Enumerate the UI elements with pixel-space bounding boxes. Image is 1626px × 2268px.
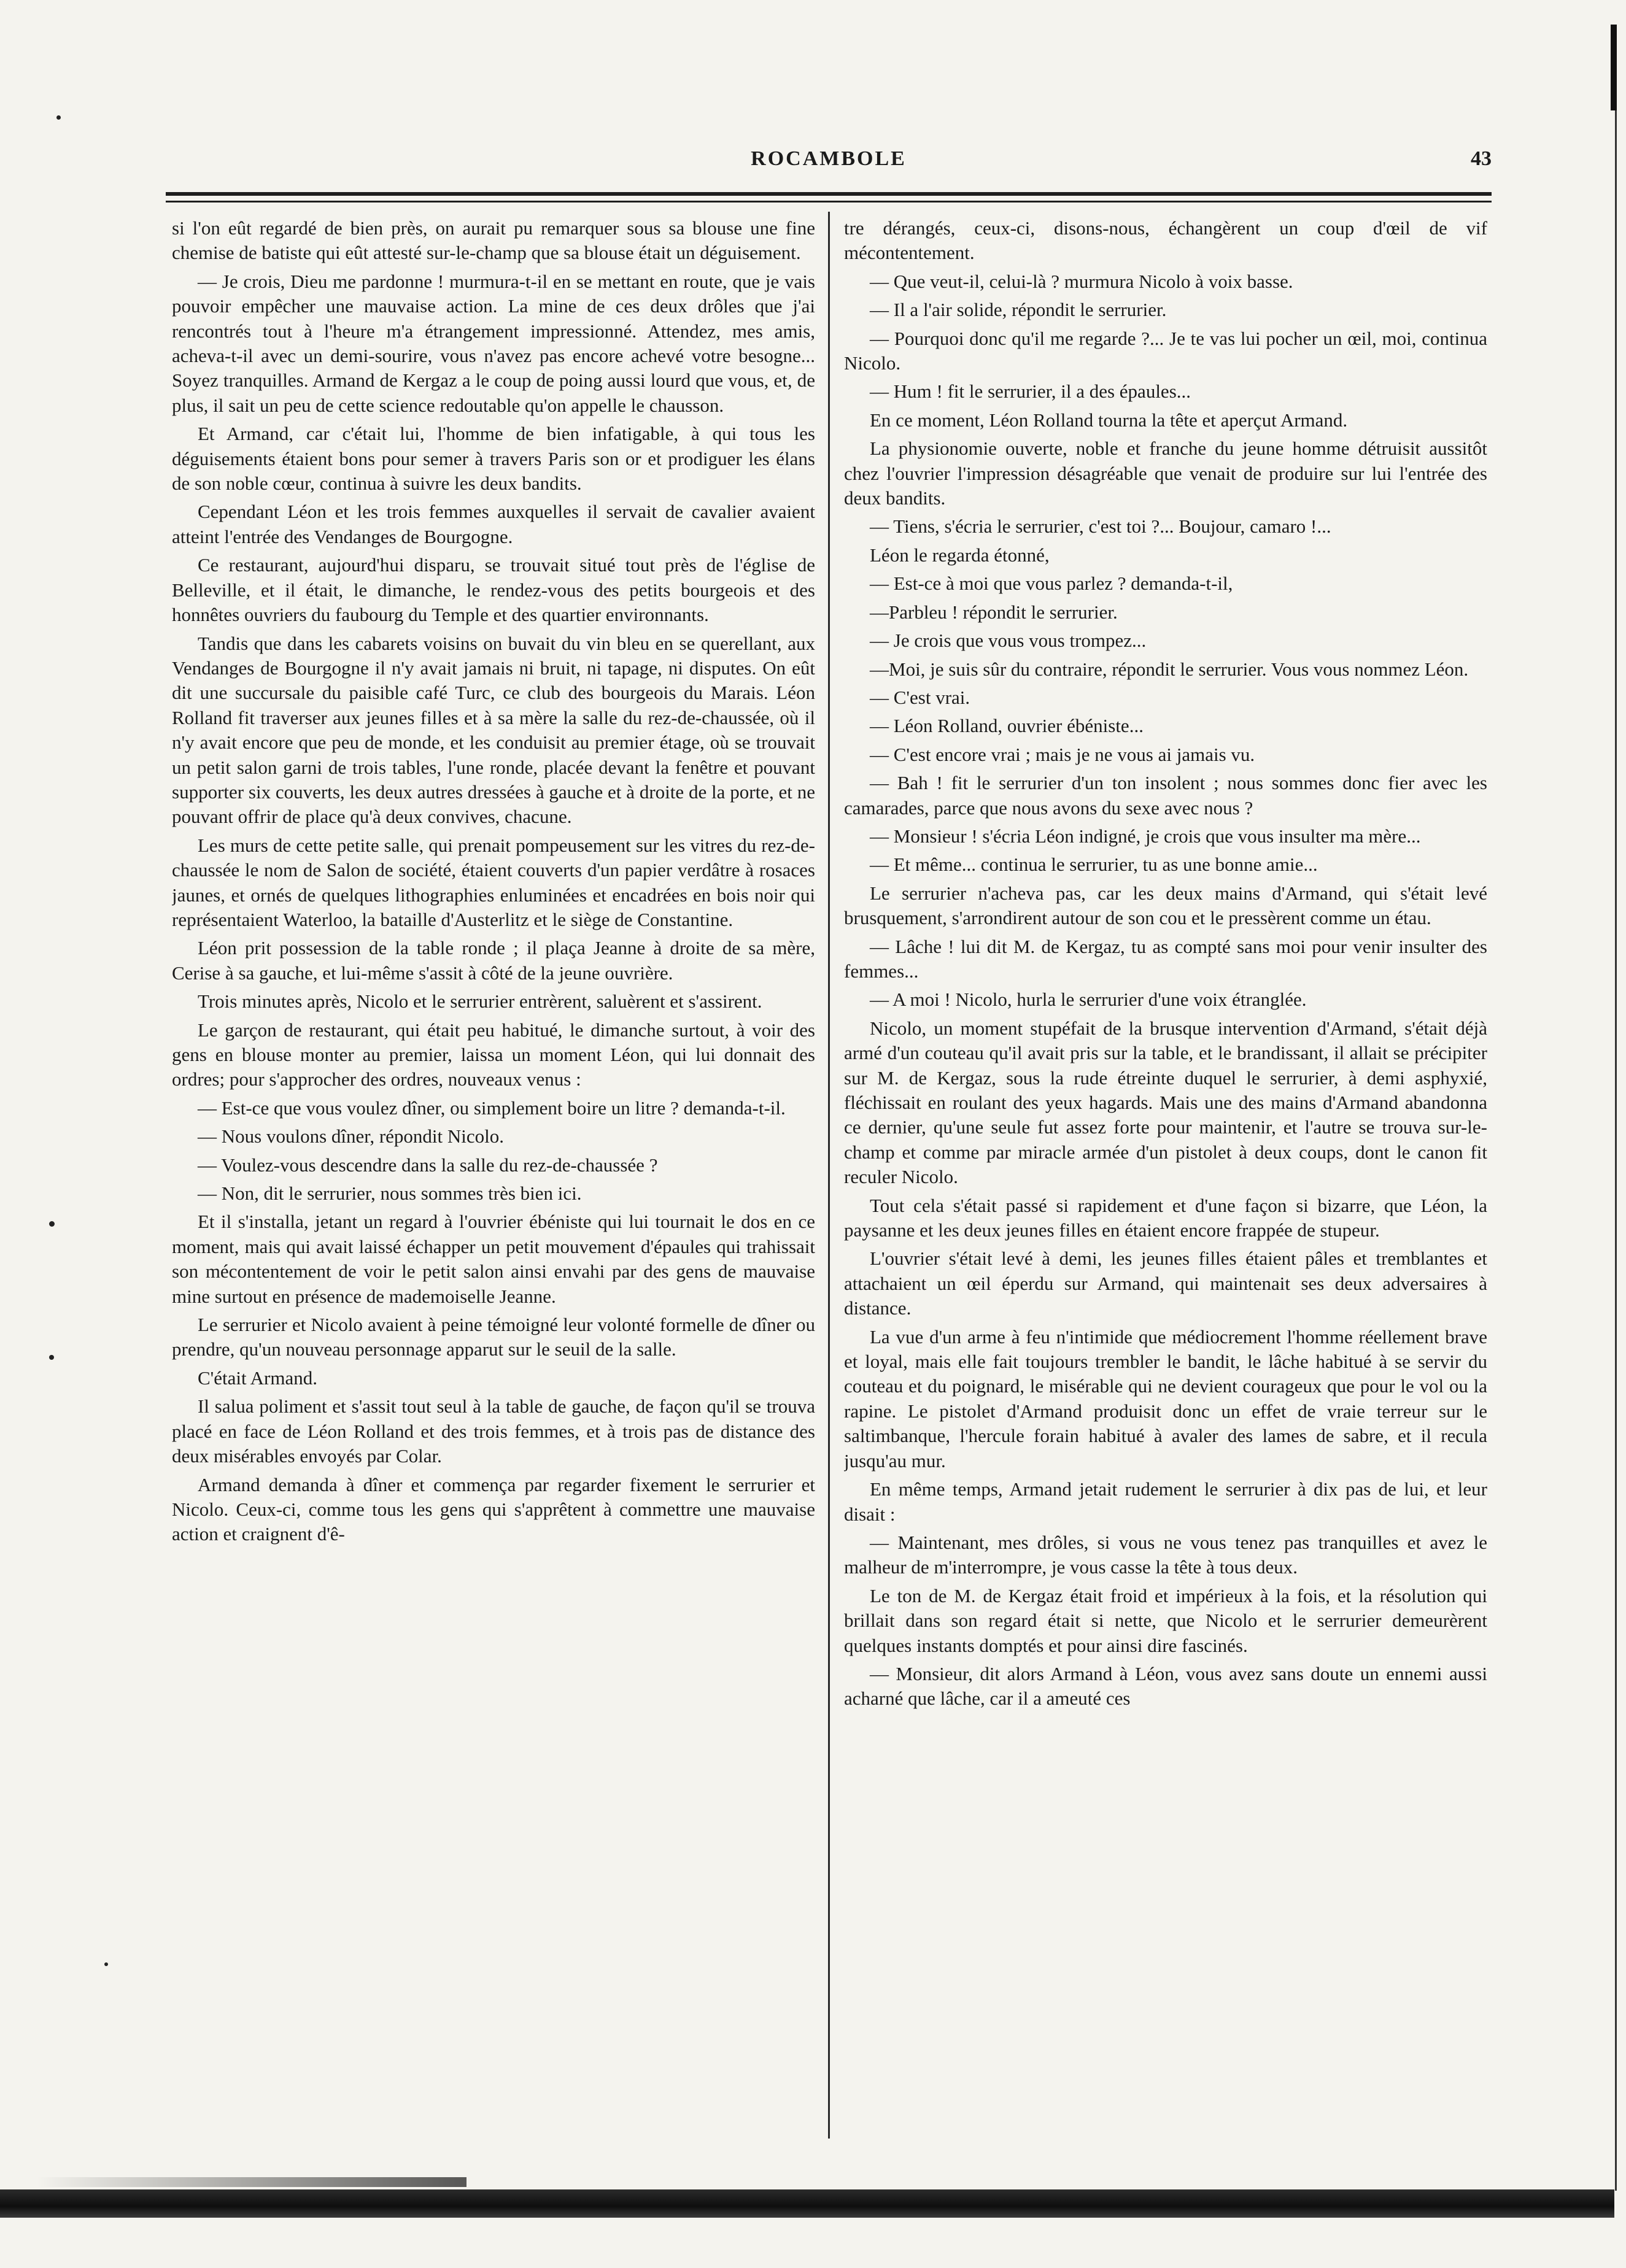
page-header xyxy=(166,142,1492,179)
paragraph: — Pourquoi donc qu'il me regarde ?... Je te vas lui pocher un œil, moi, continua Nicolo. xyxy=(844,327,1487,374)
paragraph: Léon prit possession de la table ronde ; il plaça Jeanne à droite de sa mère, Cerise à sa gauche, et lui-même s'assit à côté de la jeune ouvrière. xyxy=(172,937,815,984)
paragraph: — Tiens, s'écria le serrurier, c'est toi ?... Boujour, camaro !... xyxy=(870,515,1331,538)
paragraph: Léon le regarda étonné, xyxy=(870,544,1050,566)
paragraph: Il salua poliment et s'assit tout seul à la table de gauche, de façon qu'il se trouva placé en face de Léon Rolland et des trois femmes, et à trois pas de distance des deux misérables envoyés par Colar. xyxy=(172,1395,815,1467)
paragraph: — Hum ! fit le serrurier, il a des épaules... xyxy=(870,380,1191,403)
scan-speck xyxy=(49,1355,54,1360)
paragraph: —Moi, je suis sûr du contraire, répondit le serrurier. Vous vous nommez Léon. xyxy=(870,658,1469,680)
scan-artifact xyxy=(37,2177,467,2187)
paragraph: — Que veut-il, celui-là ? murmura Nicolo à voix basse. xyxy=(870,270,1293,292)
paragraph: —Parbleu ! répondit le serrurier. xyxy=(870,601,1118,623)
paragraph: Et Armand, car c'était lui, l'homme de bien infatigable, à qui tous les déguisements étaient bons pour semer à travers Paris son or et prodiguer les élans de son noble cœur, continua à suivre les deux bandits. xyxy=(172,423,815,495)
scan-edge-mark xyxy=(1611,25,1617,110)
header-rule-thick xyxy=(166,192,1492,196)
paragraph: — Il a l'air solide, répondit le serrurier. xyxy=(870,299,1167,321)
column-divider xyxy=(828,212,830,2139)
paragraph: — Maintenant, mes drôles, si vous ne vous tenez pas tranquilles et avez le malheur de m'interrompre, je vous casse la tête à tous deux. xyxy=(844,1531,1487,1578)
paragraph: — Monsieur ! s'écria Léon indigné, je crois que vous insulter ma mère... xyxy=(870,825,1421,847)
left-column xyxy=(172,216,815,2131)
paragraph: Et il s'installa, jetant un regard à l'ouvrier ébéniste qui lui tournait le dos en ce moment, mais qui avait laissé échapper un petit mouvement d'épaules qui trahissait son mécontentement de voir le petit salon ainsi envahi par des gens de mauvaise mine surtout en présence de mademoiselle Jeanne. xyxy=(172,1211,815,1307)
paragraph: C'était Armand. xyxy=(198,1367,317,1389)
scan-speck xyxy=(49,1221,55,1227)
running-title: ROCAMBOLE xyxy=(751,147,907,170)
paragraph: — A moi ! Nicolo, hurla le serrurier d'une voix étranglée. xyxy=(870,989,1307,1011)
scan-speck xyxy=(104,1962,108,1966)
paragraph: — C'est vrai. xyxy=(870,686,970,708)
paragraph: La vue d'un arme à feu n'intimide que médiocrement l'homme réellement brave et loyal, mais elle fait toujours trembler le bandit, le lâche habitué à se servir du couteau et du poignard, le misérable qui ne devient courageux que pour le vol ou la rapine. Le pistolet d'Armand produisit donc un effet de vraie terreur sur le saltimbanque, l'hercule forain habitué à avaler des lames de sabre, et il recula jusqu'au mur. xyxy=(844,1325,1487,1472)
paragraph: — Voulez-vous descendre dans la salle du rez-de-chaussée ? xyxy=(198,1154,658,1176)
paragraph: — Non, dit le serrurier, nous sommes très bien ici. xyxy=(198,1182,582,1205)
scan-speck xyxy=(56,115,61,120)
scan-edge-line xyxy=(1615,110,1617,2191)
paragraph: La physionomie ouverte, noble et franche du jeune homme détruisit aussitôt chez l'ouvrier l'impression désagréable que venait de produire sur lui l'entrée des deux bandits. xyxy=(844,438,1487,509)
paragraph: Le garçon de restaurant, qui était peu habitué, le dimanche surtout, à voir des gens en blouse monter au premier, laissa un moment Léon, qui lui donnait des ordres; pour s'approcher des ordres, nouveaux venus : xyxy=(172,1019,815,1090)
paragraph: L'ouvrier s'était levé à demi, les jeunes filles étaient pâles et tremblantes et attachaient un œil éperdu sur Armand, qui maintenait ses deux adversaires à distance. xyxy=(844,1248,1487,1319)
paragraph: — Et même... continua le serrurier, tu as une bonne amie... xyxy=(870,854,1318,876)
paragraph: Le serrurier n'acheva pas, car les deux mains d'Armand, qui s'était levé brusquement, s'arrondirent autour de son cou et le pressèrent comme un étau. xyxy=(844,882,1487,929)
paragraph: Le serrurier et Nicolo avaient à peine témoigné leur volonté formelle de dîner ou prendre, qu'un nouveau personnage apparut sur le seuil de la salle. xyxy=(172,1314,815,1360)
paragraph: — Est-ce que vous voulez dîner, ou simplement boire un litre ? demanda-t-il. xyxy=(198,1097,786,1119)
paragraph: En ce moment, Léon Rolland tourna la tête et aperçut Armand. xyxy=(870,409,1348,431)
page-number: 43 xyxy=(1471,147,1492,170)
paragraph: En même temps, Armand jetait rudement le serrurier à dix pas de lui, et leur disait : xyxy=(844,1478,1487,1525)
paragraph: Le ton de M. de Kergaz était froid et impérieux à la fois, et la résolution qui brillait dans son regard était si nette, que Nicolo et le serrurier demeurèrent quelques instants domptés et pour ainsi dire fascinés. xyxy=(844,1584,1487,1656)
paragraph: — Monsieur, dit alors Armand à Léon, vous avez sans doute un ennemi aussi acharné que lâche, car il a ameuté ces xyxy=(844,1662,1487,1710)
paragraph: — Léon Rolland, ouvrier ébéniste... xyxy=(870,715,1144,737)
paragraph: — Je crois, Dieu me pardonne ! murmura-t-il en se mettant en route, que je vais pouvoir empêcher une mauvaise action. La mine de ces deux drôles que j'ai rencontrés tout à l'heure m'a étrangement impressionné. Attendez, mes amis, acheva-t-il avec un demi-sourire, vous n'avez pas encore achevé votre besogne... Soyez tranquilles. Armand de Kergaz a le coup de poing aussi lourd que vous, et, de plus, il sait un peu de cette science redoutable qu'on appelle le chausson. xyxy=(172,270,815,416)
paragraph: — Bah ! fit le serrurier d'un ton insolent ; nous sommes donc fier avec les camarades, parce que nous avons du sexe avec nous ? xyxy=(844,772,1487,819)
paragraph: — Je crois que vous vous trompez... xyxy=(870,630,1147,652)
scan-bottom-edge xyxy=(0,2189,1614,2218)
paragraph: Cependant Léon et les trois femmes auxquelles il servait de cavalier avaient atteint l'entrée des Vendanges de Bourgogne. xyxy=(172,501,815,547)
paragraph: Ce restaurant, aujourd'hui disparu, se trouvait situé tout près de l'église de Belleville, et il était, le dimanche, le rendez-vous des petits bourgeois et des honnêtes ouvriers du faubourg du Temple et des quartier environnants. xyxy=(172,554,815,626)
paragraph: Trois minutes après, Nicolo et le serrurier entrèrent, saluèrent et s'assirent. xyxy=(198,990,762,1012)
paragraph: si l'on eût regardé de bien près, on aurait pu remarquer sous sa blouse une fine chemise de batiste qui eût attesté sur-le-champ que sa blouse était un déguisement. xyxy=(172,217,815,264)
header-rule-thin xyxy=(166,201,1492,202)
right-column xyxy=(844,216,1487,2131)
paragraph: Armand demanda à dîner et commença par regarder fixement le serrurier et Nicolo. Ceux-ci, comme tous les gens qui s'apprêtent à commettre une mauvaise action et craignent d'ê- xyxy=(172,1473,815,1545)
paragraph: tre dérangés, ceux-ci, disons-nous, échangèrent un coup d'œil de vif mécontentement. xyxy=(844,217,1487,264)
paragraph: Tandis que dans les cabarets voisins on buvait du vin bleu en se querellant, aux Vendanges de Bourgogne il n'y avait jamais ni bruit, ni tapage, ni disputes. On eût dit une succursale du paisible café Turc, ce club des bourgeois du Marais. Léon Rolland fit traverser aux jeunes filles et à sa mère la salle du rez-de-chaussée, où il n'y avait encore que peu de monde, et les conduisit au premier étage, où se trouvait un petit salon garni de trois tables, l'une ronde, placée devant la fenêtre et pouvant supporter six couverts, les deux autres dressées à gauche et à droite de la porte, et ne pouvant offrir de place qu'à deux convives, chacune. xyxy=(172,632,815,828)
paragraph: — C'est encore vrai ; mais je ne vous ai jamais vu. xyxy=(870,743,1255,765)
paragraph: — Lâche ! lui dit M. de Kergaz, tu as compté sans moi pour venir insulter des femmes... xyxy=(844,935,1487,982)
paragraph: Les murs de cette petite salle, qui prenait pompeusement sur les vitres du rez-de-chaussée le nom de Salon de société, étaient couverts d'un papier verdâtre à rosaces jaunes, et ornés de quelques lithographies enluminées et encadrées en bois noir qui représentaient Waterloo, la bataille d'Austerlitz et le siège de Constantine. xyxy=(172,834,815,930)
paragraph: Tout cela s'était passé si rapidement et d'une façon si bizarre, que Léon, la paysanne et les deux jeunes filles en étaient encore frappée de stupeur. xyxy=(844,1194,1487,1241)
paragraph: — Nous voulons dîner, répondit Nicolo. xyxy=(198,1125,505,1148)
paragraph: Nicolo, un moment stupéfait de la brusque intervention d'Armand, s'était déjà armé d'un couteau qu'il avait pris sur la table, et le brandissant, il allait se précipiter sur M. de Kergaz, sous la rude étreinte duquel le serrurier, à demi asphyxié, fléchissait en roulant des yeux hagards. Mais une des mains d'Armand abandonna ce dernier, qu'une seule fut assez forte pour maintenir, et l'autre se trouva sur-le-champ et comme par miracle armée d'un pistolet à deux coups, dont le canon fit reculer Nicolo. xyxy=(844,1017,1487,1188)
paragraph: — Est-ce à moi que vous parlez ? demanda-t-il, xyxy=(870,573,1233,595)
